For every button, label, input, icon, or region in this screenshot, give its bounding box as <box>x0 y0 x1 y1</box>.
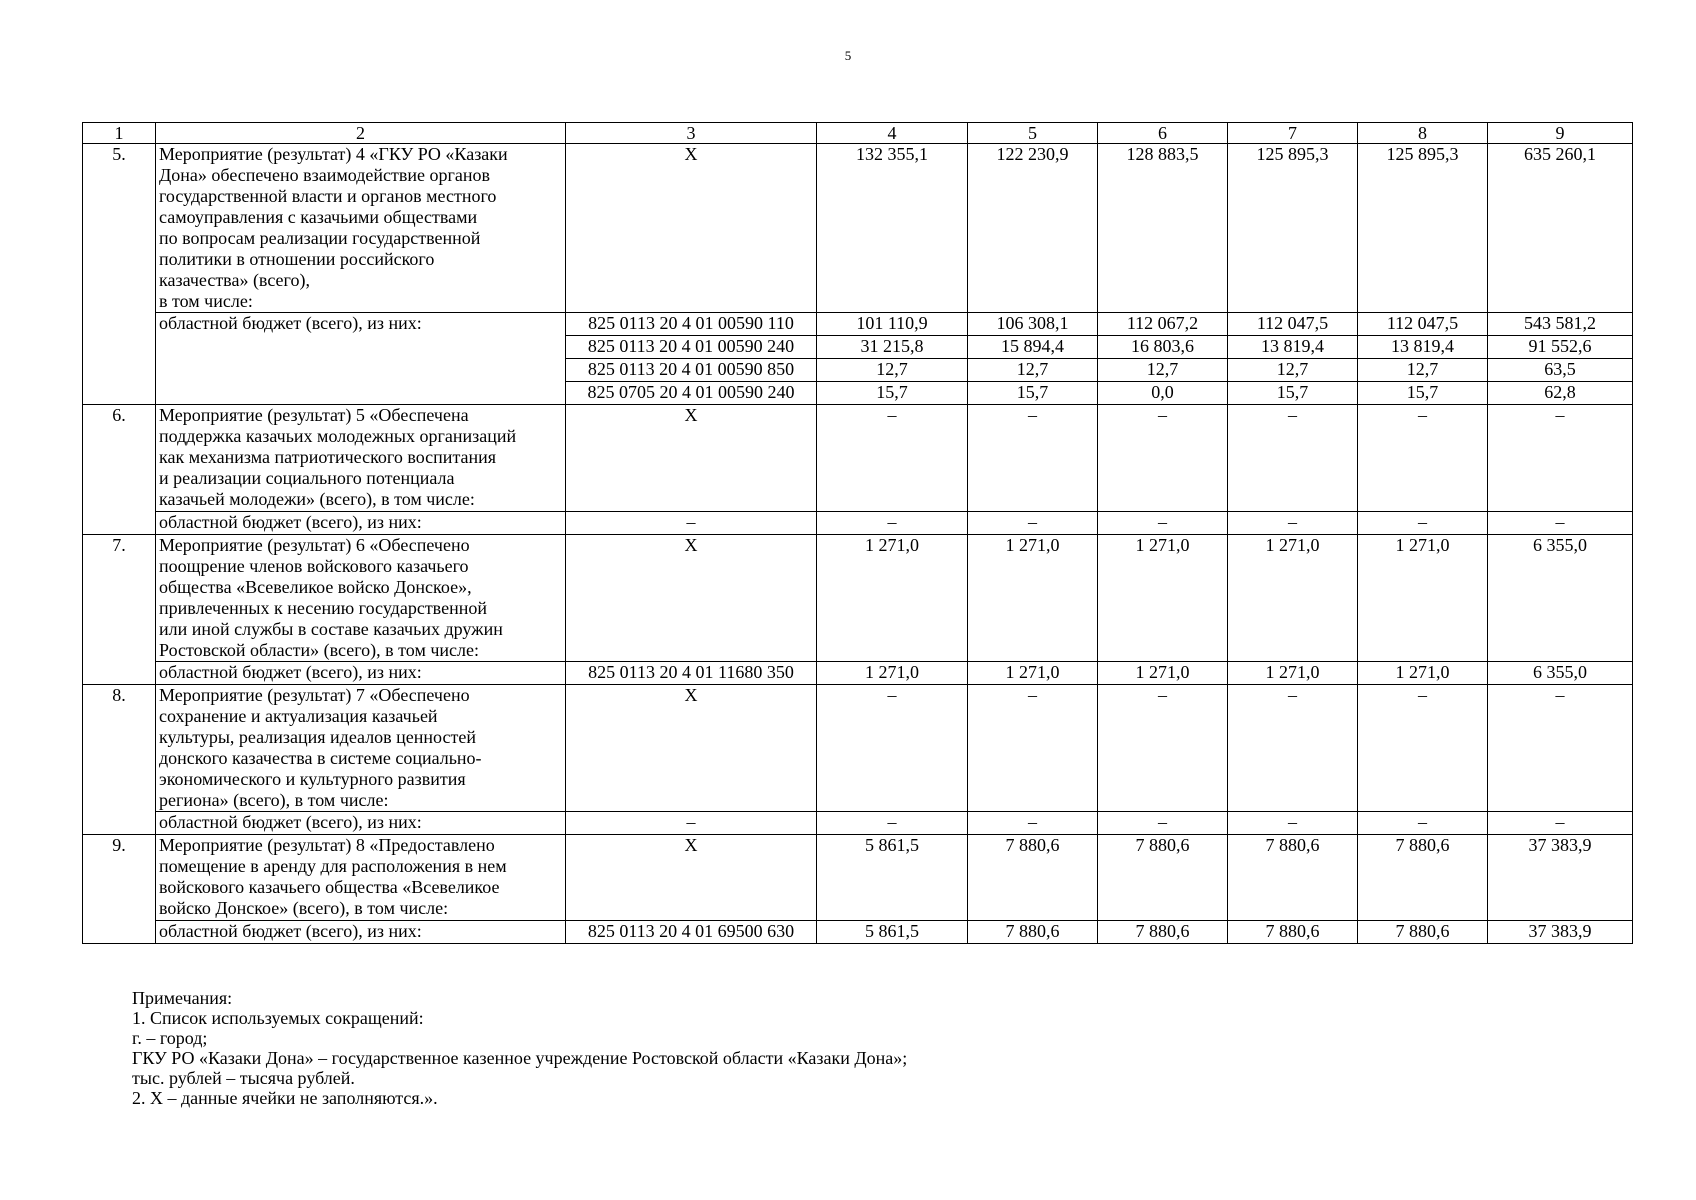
amount-cell: 37 383,9 <box>1488 921 1633 944</box>
amount-cell: – <box>968 405 1098 512</box>
amount-cell: 0,0 <box>1098 382 1228 405</box>
amount-cell: 16 803,6 <box>1098 336 1228 359</box>
amount-cell: – <box>1488 685 1633 812</box>
amount-cell: – <box>968 685 1098 812</box>
event-description: Мероприятие (результат) 6 «Обеспечено поощрение членов войскового казачьего общества «Всевеликое войско Донское», привлеченных к несению государственной или иной службы в составе казачьих дружин Ростовской области» (всего), в том числе: <box>156 535 566 662</box>
amount-cell: 112 067,2 <box>1098 313 1228 336</box>
amount-cell: 543 581,2 <box>1488 313 1633 336</box>
amount-cell: 91 552,6 <box>1488 336 1633 359</box>
budget-source-row <box>83 921 1633 944</box>
column-header: 4 <box>817 123 968 144</box>
amount-cell: 112 047,5 <box>1358 313 1488 336</box>
budget-code: X <box>566 835 817 921</box>
budget-source-row <box>83 512 1633 535</box>
event-description: Мероприятие (результат) 5 «Обеспечена поддержка казачьих молодежных организаций как механизма патриотического воспитания и реализации социального потенциала казачьей молодежи» (всего), в том числе: <box>156 405 566 512</box>
amount-cell: – <box>1098 405 1228 512</box>
amount-cell: 37 383,9 <box>1488 835 1633 921</box>
note-line: 1. Список используемых сокращений: <box>132 1008 424 1028</box>
amount-cell: 132 355,1 <box>817 144 968 313</box>
amount-cell: – <box>1358 405 1488 512</box>
budget-code: 825 0113 20 4 01 69500 630 <box>566 921 817 944</box>
amount-cell: – <box>1228 685 1358 812</box>
amount-cell: 15 894,4 <box>968 336 1098 359</box>
event-description: Мероприятие (результат) 4 «ГКУ РО «Казаки Дона» обеспечено взаимодействие органов государственной власти и органов местного самоуправления с казачьими обществами по вопросам реализации государственной политики в отношении российского казачества» (всего), в том числе: <box>156 144 566 313</box>
amount-cell: 7 880,6 <box>968 835 1098 921</box>
amount-cell: 5 861,5 <box>817 835 968 921</box>
amount-cell: 12,7 <box>1358 359 1488 382</box>
amount-cell: – <box>968 812 1098 835</box>
event-row <box>83 685 1633 812</box>
row-number: 7. <box>83 535 156 685</box>
budget-source-row <box>83 662 1633 685</box>
amount-cell: 125 895,3 <box>1358 144 1488 313</box>
budget-source-label: областной бюджет (всего), из них: <box>156 812 566 835</box>
amount-cell: – <box>1488 512 1633 535</box>
amount-cell: – <box>1228 405 1358 512</box>
amount-cell: – <box>817 685 968 812</box>
notes-title: Примечания: <box>132 988 233 1008</box>
amount-cell: 1 271,0 <box>1228 662 1358 685</box>
amount-cell: 7 880,6 <box>1098 835 1228 921</box>
amount-cell: – <box>1488 812 1633 835</box>
budget-source-label: областной бюджет (всего), из них: <box>156 313 566 405</box>
row-number: 9. <box>83 835 156 944</box>
note-line: г. – город; <box>132 1028 208 1048</box>
note-line: ГКУ РО «Казаки Дона» – государственное казенное учреждение Ростовской области «Казаки Дона»; <box>132 1048 908 1068</box>
amount-cell: 12,7 <box>817 359 968 382</box>
amount-cell: 62,8 <box>1488 382 1633 405</box>
amount-cell: 1 271,0 <box>968 535 1098 662</box>
budget-code: 825 0113 20 4 01 11680 350 <box>566 662 817 685</box>
amount-cell: 6 355,0 <box>1488 662 1633 685</box>
amount-cell: – <box>1228 512 1358 535</box>
event-row <box>83 835 1633 921</box>
amount-cell: 1 271,0 <box>1098 535 1228 662</box>
amount-cell: 1 271,0 <box>1228 535 1358 662</box>
amount-cell: 7 880,6 <box>1358 835 1488 921</box>
column-header: 8 <box>1358 123 1488 144</box>
budget-source-label: областной бюджет (всего), из них: <box>156 662 566 685</box>
amount-cell: 1 271,0 <box>1098 662 1228 685</box>
column-header: 7 <box>1228 123 1358 144</box>
column-number-row <box>83 123 1633 144</box>
amount-cell: 12,7 <box>1098 359 1228 382</box>
note-line: 2. Х – данные ячейки не заполняются.». <box>132 1088 438 1108</box>
event-row <box>83 144 1633 313</box>
budget-code: 825 0113 20 4 01 00590 240 <box>566 336 817 359</box>
budget-code: X <box>566 535 817 662</box>
budget-code: 825 0113 20 4 01 00590 850 <box>566 359 817 382</box>
budget-source-label: областной бюджет (всего), из них: <box>156 921 566 944</box>
column-header: 6 <box>1098 123 1228 144</box>
amount-cell: 12,7 <box>1228 359 1358 382</box>
amount-cell: – <box>1358 512 1488 535</box>
column-header: 1 <box>83 123 156 144</box>
amount-cell: – <box>1488 405 1633 512</box>
amount-cell: 7 880,6 <box>1228 921 1358 944</box>
event-row <box>83 535 1633 662</box>
amount-cell: 7 880,6 <box>1228 835 1358 921</box>
budget-source-row <box>83 313 1633 336</box>
amount-cell: 13 819,4 <box>1358 336 1488 359</box>
budget-source-row <box>83 812 1633 835</box>
amount-cell: – <box>817 812 968 835</box>
amount-cell: 128 883,5 <box>1098 144 1228 313</box>
amount-cell: 5 861,5 <box>817 921 968 944</box>
amount-cell: 112 047,5 <box>1228 313 1358 336</box>
row-number: 6. <box>83 405 156 535</box>
amount-cell: 7 880,6 <box>1098 921 1228 944</box>
column-header: 5 <box>968 123 1098 144</box>
amount-cell: – <box>1358 812 1488 835</box>
amount-cell: – <box>1098 512 1228 535</box>
event-description: Мероприятие (результат) 8 «Предоставлено помещение в аренду для расположения в нем войскового казачьего общества «Всевеликое войско Донское» (всего), в том числе: <box>156 835 566 921</box>
amount-cell: 7 880,6 <box>1358 921 1488 944</box>
event-description: Мероприятие (результат) 7 «Обеспечено сохранение и актуализация казачьей культуры, реализация идеалов ценностей донского казачества в системе социально- экономического и культурного развития региона» (всего), в том числе: <box>156 685 566 812</box>
amount-cell: 31 215,8 <box>817 336 968 359</box>
amount-cell: 101 110,9 <box>817 313 968 336</box>
amount-cell: 1 271,0 <box>1358 535 1488 662</box>
amount-cell: 122 230,9 <box>968 144 1098 313</box>
column-header: 9 <box>1488 123 1633 144</box>
amount-cell: – <box>968 512 1098 535</box>
budget-code: 825 0705 20 4 01 00590 240 <box>566 382 817 405</box>
amount-cell: 15,7 <box>1228 382 1358 405</box>
amount-cell: 6 355,0 <box>1488 535 1633 662</box>
budget-source-label: областной бюджет (всего), из них: <box>156 512 566 535</box>
notes-section <box>132 988 907 1108</box>
budget-code: – <box>566 512 817 535</box>
amount-cell: – <box>1098 812 1228 835</box>
amount-cell: – <box>817 405 968 512</box>
amount-cell: 635 260,1 <box>1488 144 1633 313</box>
amount-cell: 63,5 <box>1488 359 1633 382</box>
amount-cell: 1 271,0 <box>817 662 968 685</box>
budget-table <box>82 122 1633 944</box>
budget-code: 825 0113 20 4 01 00590 110 <box>566 313 817 336</box>
budget-code: X <box>566 144 817 313</box>
amount-cell: 15,7 <box>1358 382 1488 405</box>
amount-cell: 15,7 <box>968 382 1098 405</box>
amount-cell: 1 271,0 <box>817 535 968 662</box>
event-row <box>83 405 1633 512</box>
page-number: 5 <box>844 48 852 63</box>
amount-cell: 7 880,6 <box>968 921 1098 944</box>
amount-cell: – <box>817 512 968 535</box>
column-header: 3 <box>566 123 817 144</box>
amount-cell: – <box>1098 685 1228 812</box>
amount-cell: 1 271,0 <box>1358 662 1488 685</box>
amount-cell: 106 308,1 <box>968 313 1098 336</box>
amount-cell: 13 819,4 <box>1228 336 1358 359</box>
budget-code: – <box>566 812 817 835</box>
amount-cell: 125 895,3 <box>1228 144 1358 313</box>
budget-code: X <box>566 405 817 512</box>
amount-cell: – <box>1228 812 1358 835</box>
amount-cell: 12,7 <box>968 359 1098 382</box>
budget-code: X <box>566 685 817 812</box>
row-number: 5. <box>83 144 156 405</box>
amount-cell: 1 271,0 <box>968 662 1098 685</box>
column-header: 2 <box>156 123 566 144</box>
amount-cell: 15,7 <box>817 382 968 405</box>
row-number: 8. <box>83 685 156 835</box>
note-line: тыс. рублей – тысяча рублей. <box>132 1068 355 1088</box>
amount-cell: – <box>1358 685 1488 812</box>
